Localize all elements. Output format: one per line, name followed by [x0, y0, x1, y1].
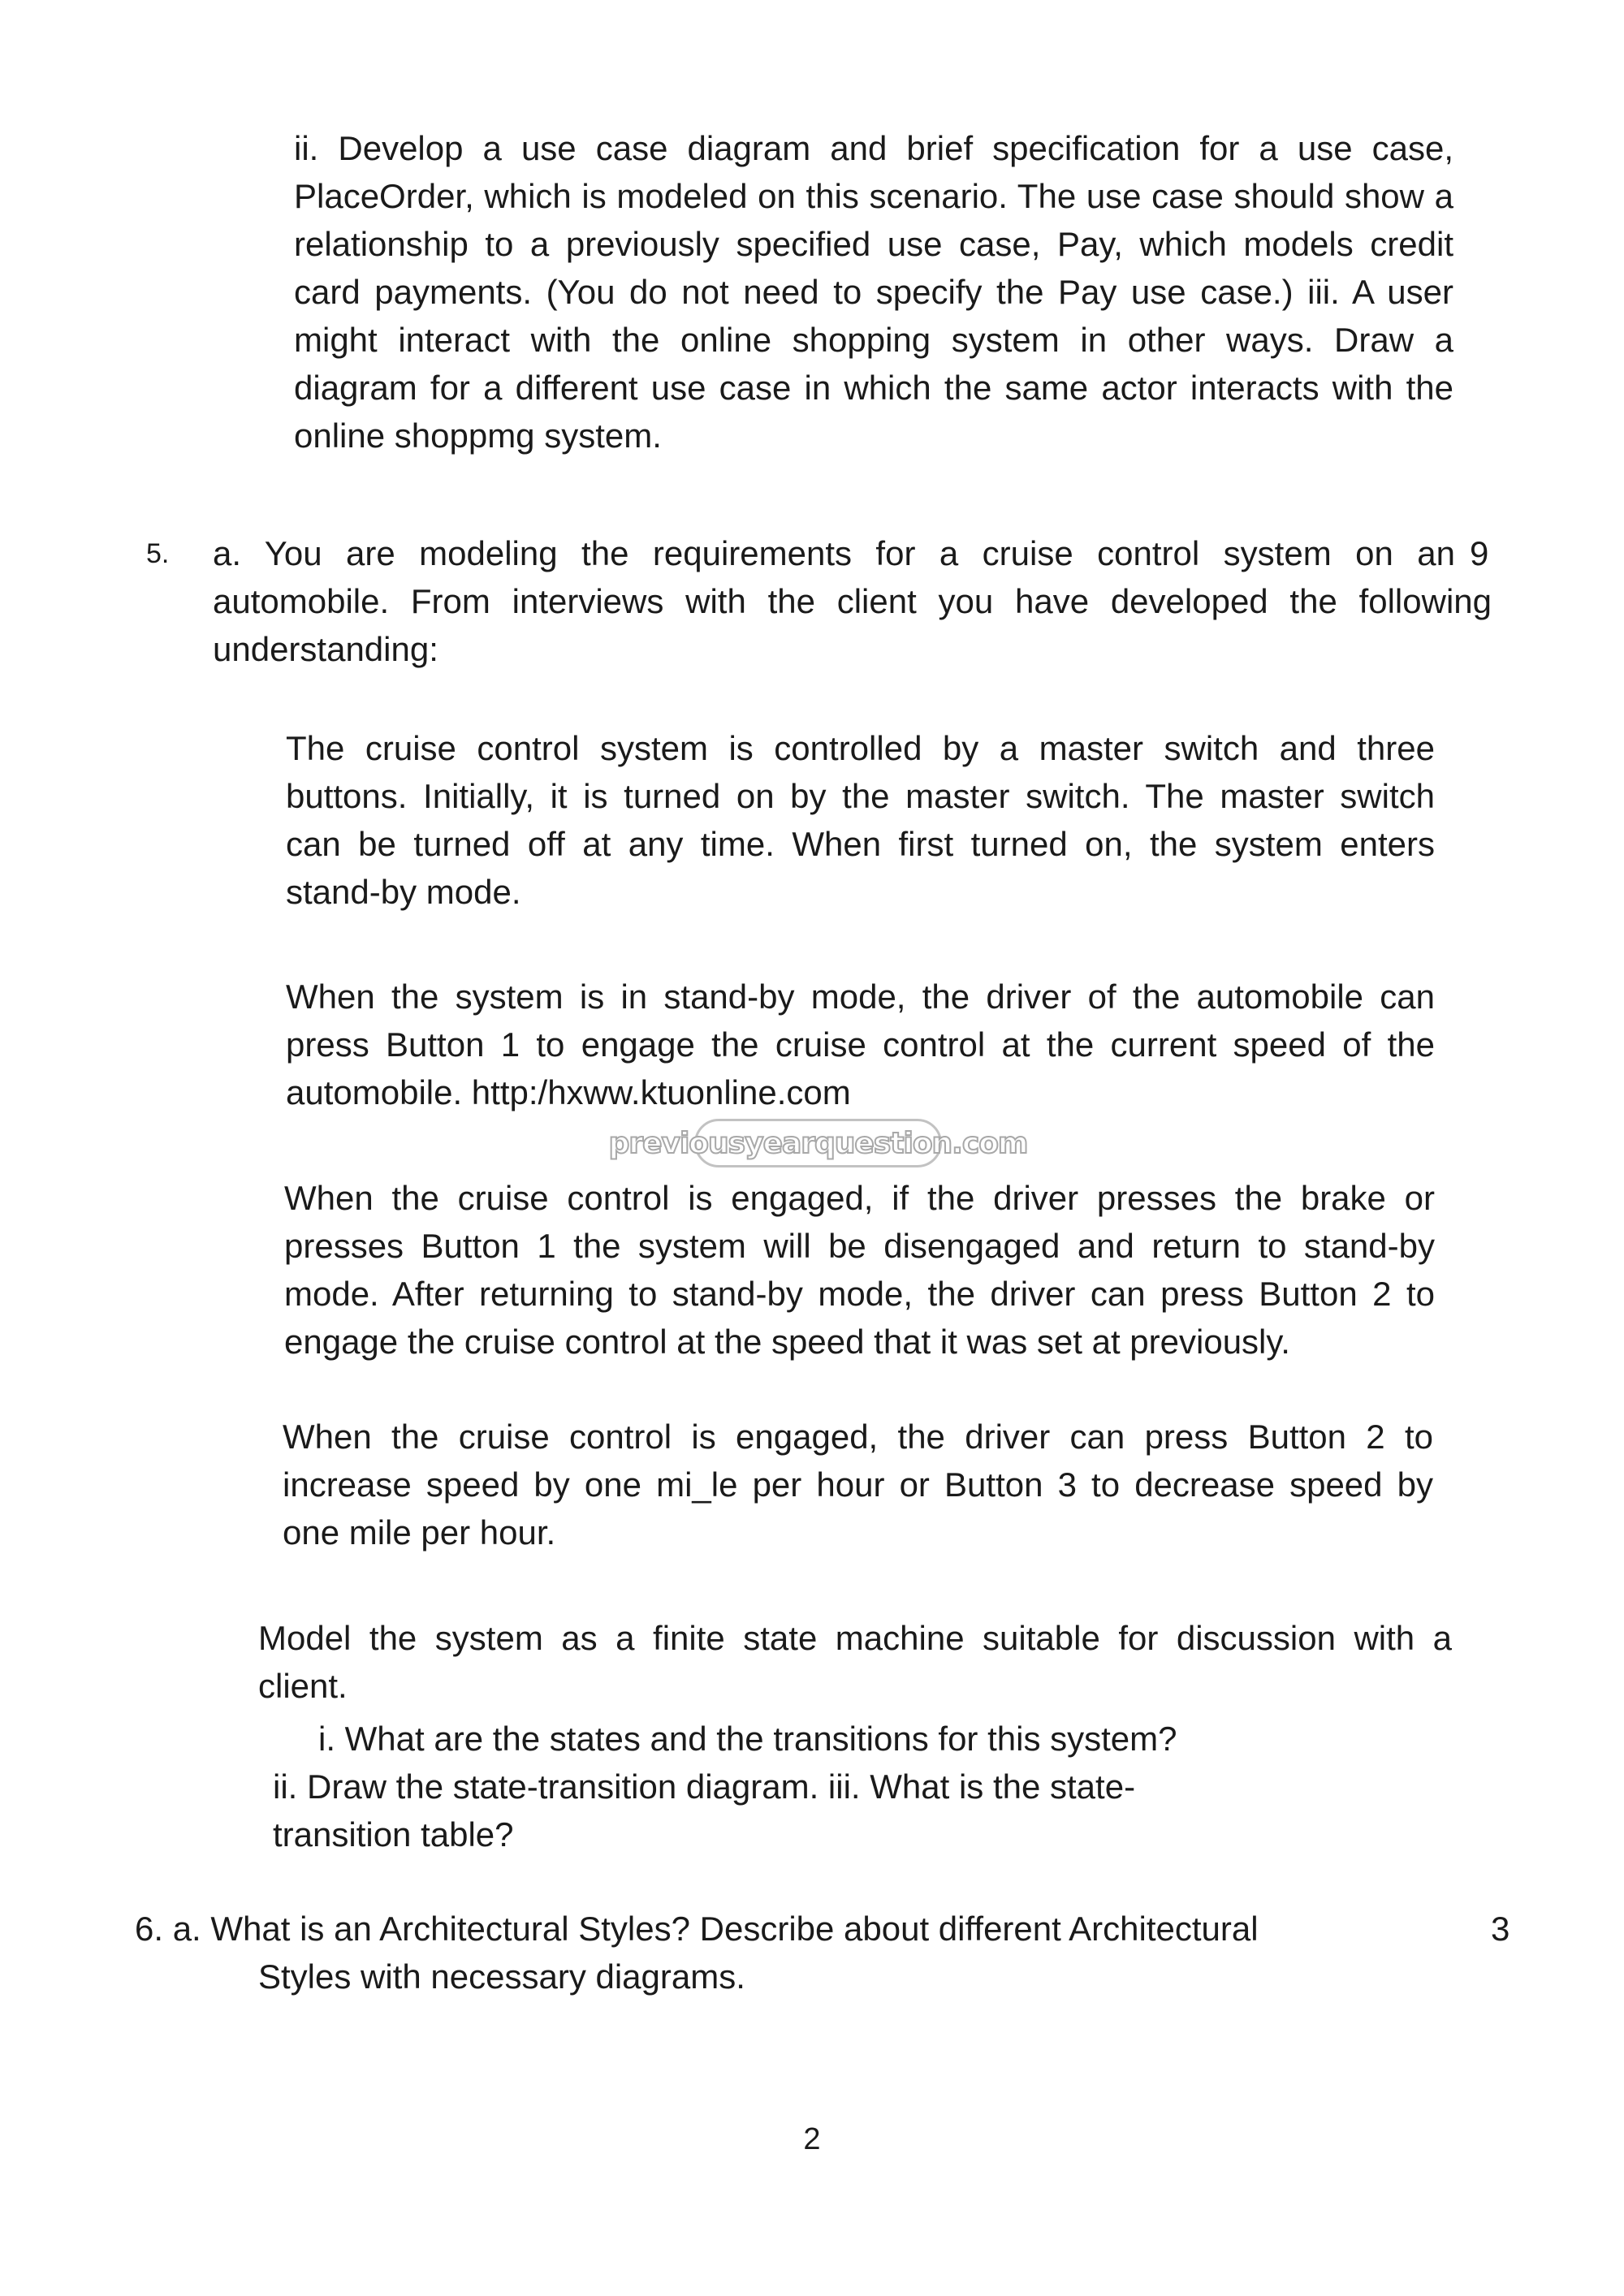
- q5-para3-line: mode. After returning to stand-by mode, the driver can press Button 2 to: [284, 1275, 1435, 1313]
- q4-text: [294, 124, 1453, 460]
- q5-para2-line: press Button 1 to engage the cruise control at the current speed of the: [286, 1025, 1435, 1064]
- q6-line: 6. a. What is an Architectural Styles? Describe about different Architectural: [135, 1910, 1259, 1948]
- q4-line: ii. Develop a use case diagram and brief specification for a use case,: [294, 129, 1453, 167]
- q5-sub-ii: [273, 1763, 1135, 1858]
- watermark-logo: previousyearquestion.com: [694, 1119, 942, 1167]
- q4-line: relationship to a previously specified use case, Pay, which models credit: [294, 225, 1453, 263]
- q5-para2-line: automobile. http:/hxww.ktuonline.com: [286, 1073, 851, 1111]
- q5-para4-line: increase speed by one mi_le per hour or Button 3 to decrease speed by: [283, 1465, 1433, 1504]
- page-number: 2: [803, 2122, 821, 2156]
- q5-model-line: client.: [258, 1667, 348, 1705]
- q6-marks: 3: [1491, 1910, 1510, 1948]
- q5-model-instruction: [258, 1614, 1452, 1710]
- q5-para4-line: When the cruise control is engaged, the driver can press Button 2 to: [283, 1418, 1433, 1456]
- q5-number: 5.: [146, 538, 170, 569]
- q5-paragraph-1: [286, 724, 1435, 916]
- q4-line: diagram for a different use case in which the same actor interacts with the: [294, 369, 1453, 407]
- q5-sub-i-line: i. What are the states and the transitions for this system?: [318, 1720, 1177, 1758]
- q5-intro-line: automobile. From interviews with the client you have developed the following: [213, 582, 1492, 620]
- q5-intro-line: a. You are modeling the requirements for a cruise control system on an: [213, 534, 1455, 572]
- q5-paragraph-2: [286, 973, 1435, 1116]
- q5-para4-line: one mile per hour.: [283, 1513, 556, 1552]
- q5-para2-line: When the system is in stand-by mode, the driver of the automobile can: [286, 978, 1435, 1016]
- q4-line: online shoppmg system.: [294, 416, 662, 455]
- q5-sub-i: [318, 1715, 1177, 1763]
- q4-line: PlaceOrder, which is modeled on this scenario. The use case should show a: [294, 177, 1453, 215]
- q5-paragraph-4: [283, 1413, 1433, 1556]
- q5-para3-line: engage the cruise control at the speed that it was set at previously.: [284, 1323, 1290, 1361]
- q5-model-line: Model the system as a finite state machine suitable for discussion with a: [258, 1619, 1452, 1657]
- q5-para3-line: When the cruise control is engaged, if the driver presses the brake or: [284, 1179, 1435, 1217]
- q6-question: [135, 1905, 1259, 2000]
- q5-paragraph-3: [284, 1174, 1435, 1366]
- q5-marks: 9: [1470, 534, 1489, 572]
- q5-para3-line: presses Button 1 the system will be disengaged and return to stand-by: [284, 1227, 1435, 1265]
- q4-line: card payments. (You do not need to specify the Pay use case.) iii. A user: [294, 273, 1453, 311]
- q5-para1-line: stand-by mode.: [286, 873, 521, 911]
- q5-intro-line: understanding:: [213, 630, 438, 668]
- q6-line: Styles with necessary diagrams.: [258, 1957, 745, 1996]
- q4-line: might interact with the online shopping system in other ways. Draw a: [294, 321, 1453, 359]
- q5-sub-ii-line: ii. Draw the state-transition diagram. iii. What is the state-: [273, 1767, 1136, 1806]
- q5-sub-ii-line: transition table?: [273, 1815, 514, 1854]
- q5-para1-line: buttons. Initially, it is turned on by the master switch. The master switch: [286, 777, 1435, 815]
- q5-para1-line: can be turned off at any time. When first turned on, the system enters: [286, 825, 1435, 863]
- q5-para1-line: The cruise control system is controlled by a master switch and three: [286, 729, 1435, 767]
- q5-intro: [213, 529, 1492, 673]
